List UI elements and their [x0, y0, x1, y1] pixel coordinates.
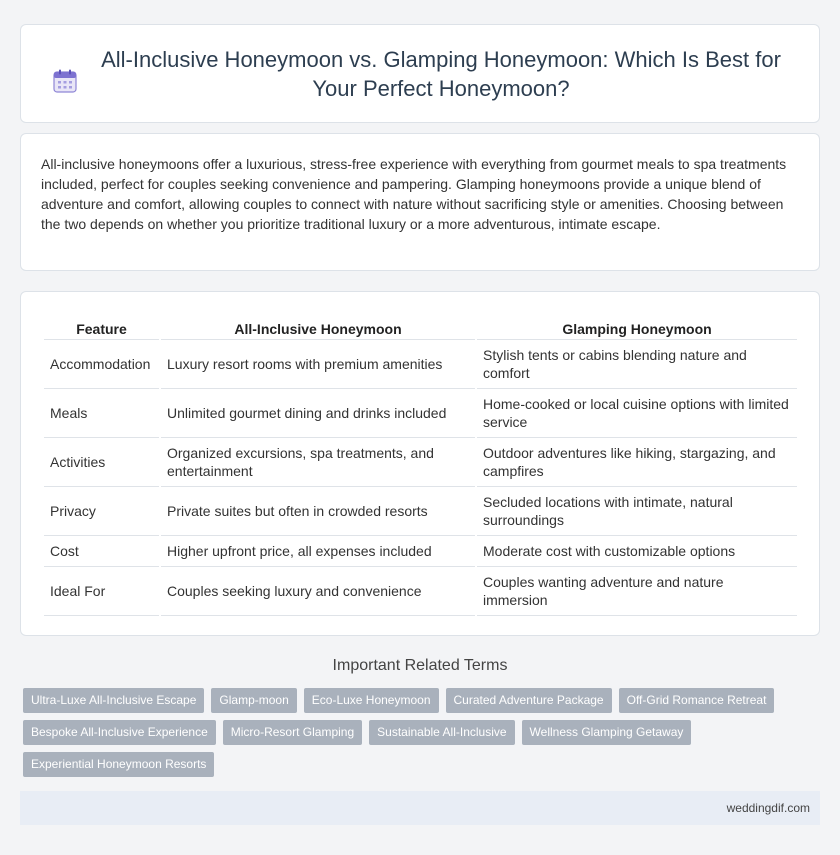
related-terms-title: Important Related Terms: [332, 657, 508, 674]
row-feature: Privacy: [44, 487, 159, 536]
table-row: [44, 567, 797, 616]
table-row: [44, 389, 797, 438]
calendar-icon: [51, 67, 79, 95]
table-row: [44, 487, 797, 536]
row-all-inclusive: Organized excursions, spa treatments, and entertainment: [161, 438, 475, 487]
page-title: All-Inclusive Honeymoon vs. Glamping Honeymoon: Which Is Best for Your Perfect Honeymoon?: [101, 47, 781, 101]
row-all-inclusive: Couples seeking luxury and convenience: [161, 567, 475, 616]
tag-off-grid-romance-retreat[interactable]: Off-Grid Romance Retreat: [619, 688, 775, 713]
comparison-table: [42, 312, 799, 616]
row-glamping: Stylish tents or cabins blending nature and comfort: [477, 340, 797, 389]
row-glamping: Secluded locations with intimate, natural surroundings: [477, 487, 797, 536]
tag-micro-resort-glamping[interactable]: Micro-Resort Glamping: [223, 720, 362, 745]
tag-eco-luxe-honeymoon[interactable]: Eco-Luxe Honeymoon: [304, 688, 439, 713]
tag-experiential-honeymoon-resorts[interactable]: Experiential Honeymoon Resorts: [23, 752, 214, 777]
row-all-inclusive: Private suites but often in crowded resorts: [161, 487, 475, 536]
row-all-inclusive: Higher upfront price, all expenses included: [161, 536, 475, 567]
footer: [20, 791, 820, 825]
footer-site-link[interactable]: weddingdif.com: [726, 801, 810, 815]
row-all-inclusive: Unlimited gourmet dining and drinks included: [161, 389, 475, 438]
table-row: [44, 536, 797, 567]
intro-text: All-inclusive honeymoons offer a luxurious, stress-free experience with everything from gourmet meals to spa treatments included, perfect for couples seeking convenience and pampering. Glamping honeymoons provide a unique blend of adventure and comfort, allowing couples to connect with nature without sacrificing style or amenities. Choosing between the two depends on whether you prioritize traditional luxury or a more adventurous, intimate escape.: [41, 156, 787, 232]
tag-ultra-luxe-all-inclusive-escape[interactable]: Ultra-Luxe All-Inclusive Escape: [23, 688, 204, 713]
row-feature: Meals: [44, 389, 159, 438]
tag-curated-adventure-package[interactable]: Curated Adventure Package: [446, 688, 612, 713]
tag-wellness-glamping-getaway[interactable]: Wellness Glamping Getaway: [522, 720, 692, 745]
column-header-glamping: Glamping Honeymoon: [477, 312, 797, 340]
comparison-card: [20, 291, 820, 636]
column-header-all-inclusive: All-Inclusive Honeymoon: [161, 312, 475, 340]
row-glamping: Moderate cost with customizable options: [477, 536, 797, 567]
column-header-feature: Feature: [44, 312, 159, 340]
tag-sustainable-all-inclusive[interactable]: Sustainable All-Inclusive: [369, 720, 514, 745]
row-glamping: Home-cooked or local cuisine options with limited service: [477, 389, 797, 438]
intro-card: [20, 133, 820, 271]
table-row: [44, 438, 797, 487]
row-glamping: Outdoor adventures like hiking, stargazing, and campfires: [477, 438, 797, 487]
row-feature: Activities: [44, 438, 159, 487]
row-glamping: Couples wanting adventure and nature immersion: [477, 567, 797, 616]
row-feature: Accommodation: [44, 340, 159, 389]
tag-bespoke-all-inclusive-experience[interactable]: Bespoke All-Inclusive Experience: [23, 720, 216, 745]
row-all-inclusive: Luxury resort rooms with premium amenities: [161, 340, 475, 389]
related-terms-list: [23, 688, 803, 784]
tag-glamp-moon[interactable]: Glamp-moon: [211, 688, 296, 713]
header-card: [20, 24, 820, 123]
row-feature: Cost: [44, 536, 159, 567]
table-row: [44, 340, 797, 389]
row-feature: Ideal For: [44, 567, 159, 616]
